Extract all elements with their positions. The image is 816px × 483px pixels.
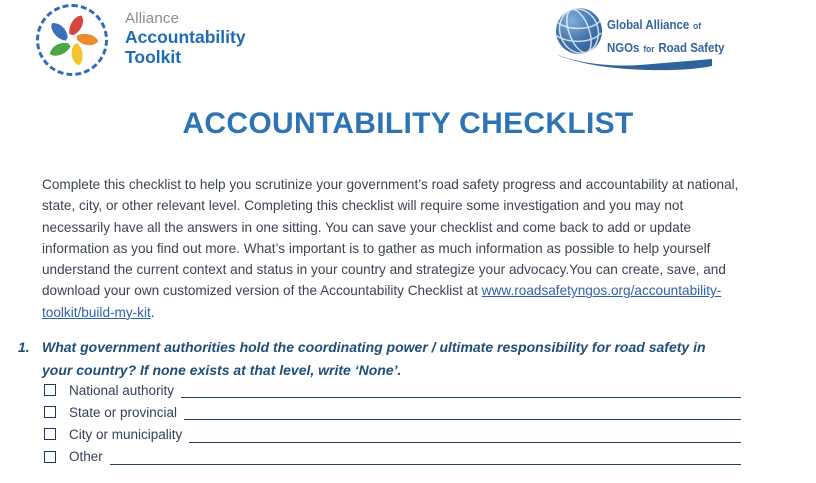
- question-1: [18, 336, 788, 381]
- toolkit-url-link[interactable]: toolkit/build-my-kit: [42, 304, 151, 320]
- checkbox-label: City or municipality: [69, 426, 183, 442]
- list-item: [44, 379, 741, 401]
- hands-circle-icon: [36, 4, 108, 76]
- toolkit-logo-alliance: Alliance: [125, 10, 180, 27]
- ngo-logo-text: Global Alliance of NGOs for Road Safety: [607, 17, 725, 56]
- checkbox-state-or-provincial[interactable]: [44, 406, 56, 418]
- list-item: [44, 446, 741, 468]
- checkbox-label: National authority: [69, 382, 175, 398]
- checkbox-other[interactable]: [44, 451, 56, 463]
- toolkit-logo: [36, 4, 246, 76]
- answer-line-city-or-municipality[interactable]: [189, 430, 741, 443]
- intro-text: necessarily have all the answers in one sitting. You can save your checklist and come back to add or update: [42, 219, 692, 235]
- intro-paragraph: [42, 174, 762, 323]
- toolkit-logo-text: [125, 4, 246, 68]
- question-number: 1.: [18, 339, 30, 355]
- intro-text: .: [150, 304, 155, 320]
- hands-pinwheel-icon: [43, 11, 101, 69]
- intro-line: [42, 238, 762, 259]
- ngo-logo-line2b: Road Safety: [658, 40, 725, 56]
- intro-line: [42, 302, 762, 323]
- toolkit-logo-accountability: Accountability: [125, 27, 246, 47]
- question-1-options: [44, 379, 741, 468]
- toolkit-logo-toolkit: Toolkit: [125, 46, 182, 67]
- checkbox-label: Other: [69, 449, 103, 465]
- intro-text: Complete this checklist to help you scrutinize your government’s road safety progress and accountability at national,: [42, 177, 739, 192]
- intro-text: understand the current context and status in your country and strategize your advocacy.You can create, save, and: [42, 262, 726, 278]
- checkbox-label: State or provincial: [69, 404, 178, 420]
- list-item: [44, 423, 741, 445]
- question-text-line1: What government authorities hold the coordinating power / ultimate responsibility for road safety in: [42, 339, 706, 355]
- question-text-line2: your country? If none exists at that level, write ‘None’.: [42, 361, 402, 378]
- intro-line: [42, 259, 762, 280]
- question-text: [42, 336, 706, 381]
- toolkit-url-link[interactable]: www.roadsafetyngos.org/accountability-: [481, 283, 722, 299]
- intro-text: download your own customized version of the Accountability Checklist at: [42, 283, 482, 299]
- ngo-logo-line2a: NGOs: [607, 40, 640, 56]
- intro-text: information as you find out more. What’s important is to gather as much information as possible to help yourself: [42, 240, 711, 256]
- list-item: [44, 401, 741, 423]
- intro-line: [42, 174, 762, 195]
- answer-line-other[interactable]: [110, 452, 741, 465]
- intro-line: [42, 195, 762, 216]
- checkbox-city-or-municipality[interactable]: [44, 428, 56, 440]
- intro-line: [42, 217, 762, 238]
- page-title: ACCOUNTABILITY CHECKLIST: [182, 107, 634, 140]
- answer-line-national-authority[interactable]: [181, 385, 741, 398]
- ngo-alliance-logo: [552, 4, 725, 74]
- intro-line: [42, 280, 762, 301]
- intro-text: state, city, or other relevant level. Completing this checklist will require some investigation and you may not: [42, 198, 684, 214]
- answer-line-state-or-provincial[interactable]: [184, 407, 741, 420]
- checkbox-national-authority[interactable]: [44, 384, 56, 396]
- ngo-logo-line1: Global Alliance: [607, 17, 690, 32]
